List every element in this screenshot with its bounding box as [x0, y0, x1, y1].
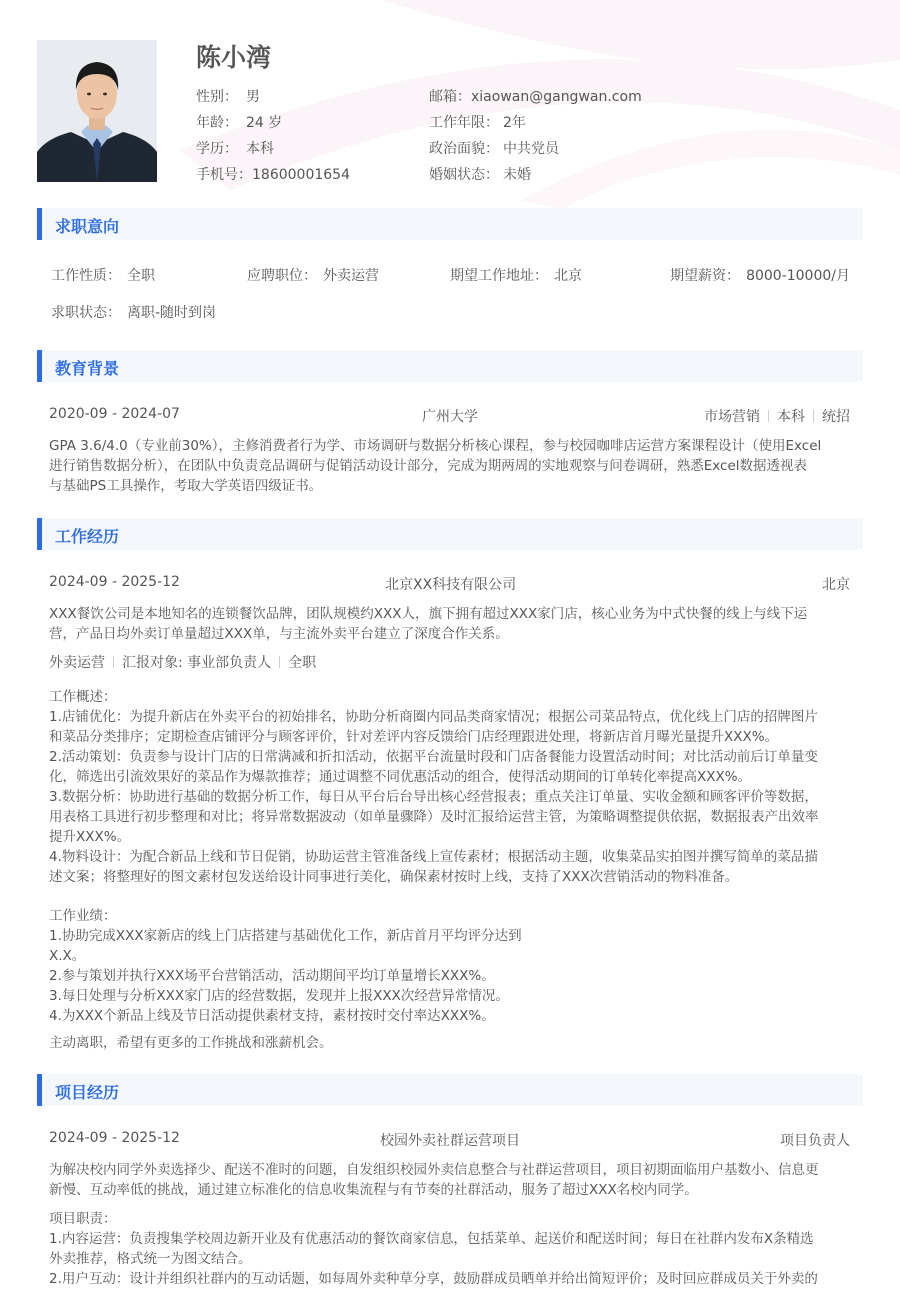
work-overview: 工作概述： 1.店铺优化：为提升新店在外卖平台的初始排名，协助分析商圈内同品类商家情况；根据公司菜品特点，优化线上门店的招牌图片 和菜品分类排序；定期检查店铺评分与顾客评价，针对差评内容反馈给门店经理跟进处理，将新店首月曝光量提升XXX%。 2.活动策划：负责参与设计门店的日常满减和折扣活动，依据平台流量时段和门店备餐能力设置活动时间；对比活动前后订单量变 化，筛选出引流效果好的菜品作为爆款推荐；通过调整不同优惠活动的组合，使得活动期间的订单转化率提高XXX%。 3.数据分析：协助进行基础的数据分析工作，每日从平台后台导出核心经营报表；重点关注订单量、实收金额和顾客评价等数据， 用表格工具进行初步整理和对比；将异常数据波动（如单量骤降）及时汇报给运营主管，为策略调整提供依据，数据报表产出效率 提升XXX%。 4.物料设计：为配合新品上线和节日促销，协助运营主管准备线上宣传素材；根据活动主题，收集菜品实拍图并撰写简单的菜品描 述文案；将整理好的图文素材包发送给设计同事进行美化，确保素材按时上线，支持了XXX次营销活动的物料准备。 — [49, 689, 819, 885]
education-degree: 本科 — [777, 409, 805, 425]
email-info: 邮箱：xiaowan@gangwan.com — [429, 89, 642, 105]
politics-info: 政治面貌： 中共党员 — [429, 141, 559, 157]
section-accent-bar — [37, 1074, 42, 1106]
profile-photo — [37, 40, 157, 182]
work-type: 全职 — [288, 655, 317, 671]
education-major: 市场营销 — [704, 409, 760, 425]
education-description: GPA 3.6/4.0（专业前30%），主修消费者行为学、市场调研与数据分析核心课程，参与校园咖啡店运营方案课程设计（使用Excel 进行销售数据分析），在团队中负责竞品调研与促销活动设计部分，完成为期两周的实地观察与问卷调研，熟悉Excel数据透视表 与基础PS工具操作，考取大学英语四级证书。 — [49, 438, 822, 494]
section-title: 求职意向 — [55, 217, 120, 236]
section-accent-bar — [37, 518, 42, 550]
section-accent-bar — [37, 208, 42, 240]
section-title: 教育背景 — [55, 359, 120, 378]
education-school: 广州大学 — [422, 409, 478, 425]
section-work — [37, 518, 863, 550]
intent-job-type: 工作性质： 全职 — [51, 268, 155, 284]
project-name: 校园外卖社群运营项目 — [380, 1133, 520, 1149]
work-role: 外卖运营 — [49, 655, 105, 671]
section-title: 项目经历 — [55, 1083, 120, 1102]
work-report: 汇报对象: 事业部负责人 — [122, 655, 272, 671]
section-accent-bar — [37, 350, 42, 382]
education-mode: 统招 — [822, 409, 850, 425]
section-title: 工作经历 — [55, 527, 120, 546]
intent-city: 期望工作地址： 北京 — [450, 268, 582, 284]
intent-status: 求职状态： 离职-随时到岗 — [51, 305, 217, 321]
work-years-info: 工作年限： 2年 — [429, 115, 526, 131]
gender-info: 性别： 男 — [196, 89, 260, 105]
marital-info: 婚姻状态： 未婚 — [429, 167, 531, 183]
work-results: 工作业绩： 1.协助完成XXX家新店的线上门店搭建与基础优化工作，新店首月平均评分达到 X.X。 2.参与策划并执行XXX场平台营销活动，活动期间平均订单量增长XXX%。 3.每日处理与分析XXX家门店的经营数据，发现并上报XXX次经营异常情况。 4.为XXX个新品上线及节日活动提供素材支持，素材按时交付率达XXX%。 — [49, 908, 522, 1024]
project-duties: 项目职责： 1.内容运营：负责搜集学校周边新开业及有优惠活动的餐饮商家信息，包括菜单、起送价和配送时间；每日在社群内发布X条精选 外卖推荐，格式统一为图文结合。 2.用户互动：设计并组织社群内的互动话题，如每周外卖种草分享，鼓励群成员晒单并给出简短评价；及时回应群成员关于外卖的 — [49, 1211, 818, 1287]
section-job-intent — [37, 208, 863, 240]
work-role-meta — [49, 652, 316, 672]
education-info: 学历： 本科 — [196, 141, 274, 157]
project-role: 项目负责人 — [780, 1133, 850, 1149]
section-project — [37, 1074, 863, 1106]
section-education — [37, 350, 863, 382]
work-date: 2024-09 - 2025-12 — [49, 574, 180, 590]
intent-position: 应聘职位： 外卖运营 — [247, 268, 379, 284]
work-city: 北京 — [822, 577, 850, 593]
work-company: 北京XX科技有限公司 — [385, 577, 517, 593]
candidate-name: 陈小湾 — [196, 43, 272, 72]
education-major-meta — [704, 406, 850, 426]
age-info: 年龄： 24 岁 — [196, 115, 283, 131]
education-date: 2020-09 - 2024-07 — [49, 406, 180, 422]
project-date: 2024-09 - 2025-12 — [49, 1130, 180, 1146]
work-leave-reason: 主动离职，希望有更多的工作挑战和涨薪机会。 — [49, 1035, 333, 1051]
intent-salary: 期望薪资： 8000-10000/月 — [670, 268, 850, 284]
work-company-intro: XXX餐饮公司是本地知名的连锁餐饮品牌，团队规模约XXX人，旗下拥有超过XXX家门店，核心业务为中式快餐的线上与线下运 营，产品日均外卖订单量超过XXX单，与主流外卖平台建立了深度合作关系。 — [49, 606, 808, 642]
project-description: 为解决校内同学外卖选择少、配送不准时的问题，自发组织校园外卖信息整合与社群运营项目，项目初期面临用户基数小、信息更 新慢、互动率低的挑战，通过建立标准化的信息收集流程与有节奏的社群活动，服务了超过XXX名校内同学。 — [49, 1162, 819, 1198]
phone-info: 手机号：18600001654 — [196, 167, 350, 183]
